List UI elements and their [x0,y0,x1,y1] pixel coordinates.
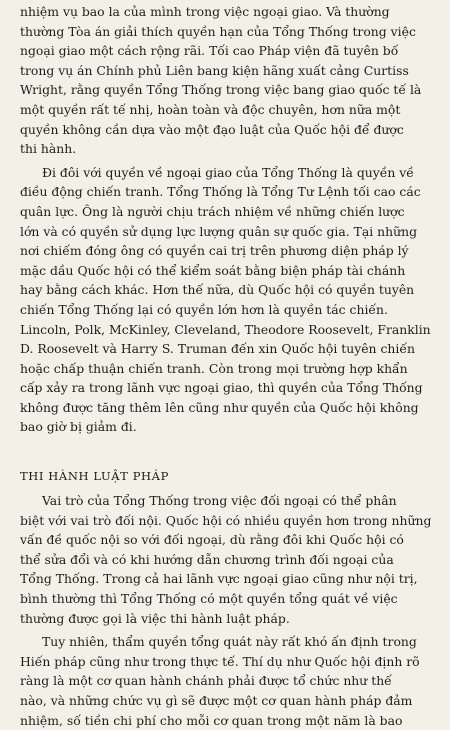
text-line: vấn đề quốc nội so với đối ngoại, dù rằng đôi khi Quốc hội có [20,532,404,548]
text-line: trong vụ án Chính phủ Liên bang kiện hãng xuất cảng Curtiss [20,62,409,78]
text-line: hay bằng cách khác. Hơn thế nữa, dù Quốc hội có quyền tuyên [20,282,415,298]
text-line: thường Tòa án giải thích quyền hạn của Tổng Thống trong việc [20,23,416,39]
text-line: Hiến pháp cũng như trong thực tế. Thí dụ như Quốc hội định rõ [20,653,420,669]
text-line: Lincoln, Polk, McKinley, Cleveland, Theodore Roosevelt, Franklin [20,321,431,337]
text-line: D. Roosevelt và Harry S. Truman đến xin Quốc hội tuyên chiến [20,341,415,357]
text-line: bao giờ bị giảm đi. [20,419,137,435]
paragraph-4 [20,632,438,730]
text-line: Vai trò của Tổng Thống trong việc đối ngoại có thể phân [42,493,397,509]
text-line: Wright, rằng quyền Tổng Thống trong việc bang giao quốc tế là [20,82,422,98]
text-line: thể sửa đổi và có khi hướng dẫn chương trình đối ngoại của [20,551,394,567]
paragraph-2 [20,163,438,437]
text-line: điều động chiến tranh. Tổng Thống là Tổng Tư Lệnh tối cao các [20,184,421,200]
text-line: bình thường thì Tổng Thống có một quyền tổng quát về việc [20,591,398,607]
text-line: biệt với vai trò đối nội. Quốc hội có nhiều quyền hơn trong những [20,512,432,528]
text-line: Tổng Thống. Trong cả hai lãnh vực ngoại giao cũng như nội trị, [20,571,418,587]
text-line: nào, và những chức vụ gì sẽ được một cơ quan hành pháp đảm [20,693,413,708]
text-line: mặc dầu Quốc hội có thể kiểm soát bằng biện pháp tài chánh [20,262,406,278]
text-line: thi hành. [20,141,77,157]
text-line: hoặc chấp thuận chiến tranh. Còn trong mọi trường hợp khẩn [20,360,408,376]
paragraph-3 [20,491,438,628]
text-line: ràng là một cơ quan hành chánh phải được tổ chức như thế [20,673,392,689]
text-line: Đi đôi với quyền về ngoại giao của Tổng Thống là quyền về [42,164,414,180]
text-line: không được tăng thêm lên cũng như quyền của Quốc hội không [20,399,419,415]
text-line: quyền không cần dựa vào một đạo luật của Quốc hội để được [20,121,404,137]
text-line: một quyền rất tế nhị, hoàn toàn và độc chuyên, hơn nữa một [20,101,401,117]
text-line: lớn và có quyền sử dụng lực lượng quân sự quốc gia. Tại những [20,223,418,239]
text-line: nhiệm vụ bao la của mình trong việc ngoại giao. Và thường [20,4,390,19]
text-line: nơi chiếm đóng ông có quyền cai trị trên phương diện pháp lý [20,243,409,259]
paragraph-1 [20,2,438,159]
text-line: nhiệm, số tiền chi phí cho mỗi cơ quan trong một năm là bao [20,712,403,728]
text-line: cấp xảy ra trong lãnh vực ngoại giao, thì quyền của Tổng Thống [20,380,423,396]
text-line: ngoại giao một cách rộng rãi. Tối cao Pháp viện đã tuyên bố [20,43,399,59]
text-line: chiến Tổng Thống lại có quyền lớn hơn là quyền tác chiến. [20,301,388,317]
text-line: thường được gọi là việc thi hành luật pháp. [20,610,290,626]
section-heading: THI HÀNH LUẬT PHÁP [20,469,169,484]
text-line: Tuy nhiên, thẩm quyền tổng quát này rất khó ấn định trong [42,634,417,650]
text-line: quân lực. Ông là người chịu trách nhiệm về những chiến lược [20,203,405,219]
